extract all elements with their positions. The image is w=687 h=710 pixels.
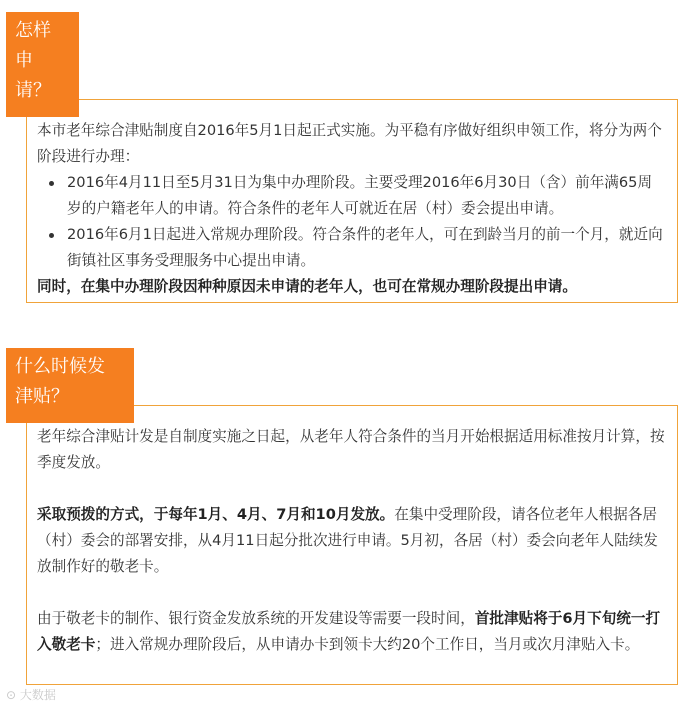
watermark: ⊙ 大数据 xyxy=(6,688,56,702)
tag-line: 申 xyxy=(15,50,33,71)
tag-line: 津贴？ xyxy=(15,386,69,407)
paragraph-first-payment: 由于敬老卡的制作、银行资金发放系统的开发建设等需要一段时间，首批津贴将于6月下旬统一打入敬老卡；进入常规办理阶段后，从申请办卡到领卡大约20个工作日，当月或次月津贴入卡。 xyxy=(37,610,661,653)
section-how-to-apply-tag xyxy=(6,12,79,117)
bullet-icon xyxy=(49,233,54,238)
tag-line: 什么时候发 xyxy=(15,356,105,377)
bold-note: 同时，在集中办理阶段因种种原因未申请的老年人，也可在常规办理阶段提出申请。 xyxy=(37,278,577,295)
list-item: 2016年4月11日至5月31日为集中办理阶段。主要受理2016年6月30日（含）前年满65周岁的户籍老年人的申请。符合条件的老年人可就近在居（村）委会提出申请。 xyxy=(67,170,665,222)
bullet-icon xyxy=(49,181,54,186)
phase-list xyxy=(37,170,665,274)
list-item: 2016年6月1日起进入常规办理阶段。符合条件的老年人，可在到龄当月的前一个月，就近向街镇社区事务受理服务中心提出申请。 xyxy=(67,222,665,274)
section-when-paid-tag xyxy=(6,348,134,423)
paragraph-calculation: 老年综合津贴计发是自制度实施之日起，从老年人符合条件的当月开始根据适用标准按月计算，按季度发放。 xyxy=(37,428,665,471)
paragraph-prepayment: 采取预拨的方式，于每年1月、4月、7月和10月发放。在集中受理阶段，请各位老年人根据各居（村）委会的部署安排，从4月11日起分批次进行申请。5月初，各居（村）委会向老年人陆续发放制作好的敬老卡。 xyxy=(37,506,658,575)
intro-paragraph: 本市老年综合津贴制度自2016年5月1日起正式实施。为平稳有序做好组织申领工作，将分为两个阶段进行办理： xyxy=(37,122,662,165)
tag-line: 怎样 xyxy=(15,20,51,41)
section-how-to-apply-content xyxy=(37,118,665,300)
section-when-paid-content xyxy=(37,424,665,658)
weibo-icon: ⊙ xyxy=(6,688,17,702)
tag-line: 请？ xyxy=(15,80,51,101)
